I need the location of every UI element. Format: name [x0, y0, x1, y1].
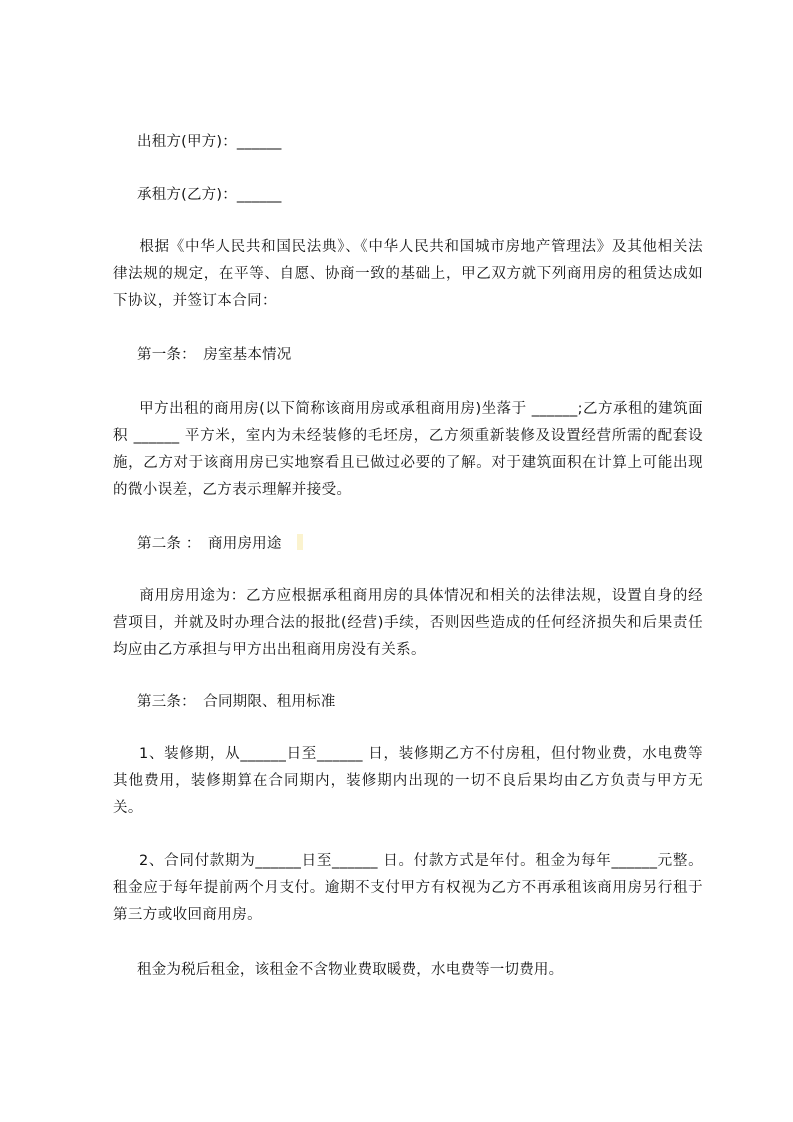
article3-note: 租金为税后租金，该租金不含物业费取暖费，水电费等一切费用。 [137, 962, 564, 978]
article3-item1-paragraph [113, 741, 703, 822]
lessor-line: 出租方(甲方)：______ [137, 134, 282, 150]
article3-item2-text: 2、合同付款期为______日至______ 日。付款方式是年付。租金为每年______元整。租金应于每年提前两个月支付。逾期不支付甲方有权视为乙方不再承租该商用房另行租于第三方或收回商用房。 [113, 853, 703, 923]
article2-paragraph [113, 583, 703, 664]
article2-title: 第二条 ： 商用房用途 [137, 536, 282, 552]
article1-paragraph [113, 396, 703, 504]
article1-title: 第一条： 房室基本情况 [137, 347, 292, 363]
preamble-text: 根据《中华人民共和国民法典》、《中华人民共和国城市房地产管理法》及其他相关法律法规的规定，在平等、自愿、协商一致的基础上，甲乙双方就下列商用房的租赁达成如下协议，并签订本合同： [113, 239, 703, 309]
article3-title: 第三条： 合同期限、租用标准 [137, 694, 336, 710]
preamble-paragraph [113, 234, 703, 315]
article3-item2-paragraph [113, 848, 703, 929]
lessee-line: 承租方(乙方)：______ [137, 187, 282, 203]
article1-text: 甲方出租的商用房(以下简称该商用房或承租商用房)坐落于 ______;乙方承租的建筑面积 ______ 平方米，室内为未经装修的毛坯房，乙方须重新装修及设置经营所需的配套设施，乙方对于该商用房已实地察看且已做过必要的了解。对于建筑面积在计算上可能出现的微小误差，乙方表示理解并接受。 [113, 401, 703, 498]
article3-item1-text: 1、装修期，从______日至______ 日，装修期乙方不付房租，但付物业费，水电费等其他费用，装修期算在合同期内，装修期内出现的一切不良后果均由乙方负责与甲方无关。 [113, 746, 703, 816]
article2-text: 商用房用途为：乙方应根据承租商用房的具体情况和相关的法律法规，设置自身的经营项目，并就及时办理合法的报批(经营)手续，否则因些造成的任何经济损失和后果责任均应由乙方承担与甲方出出租商用房没有关系。 [113, 588, 703, 658]
highlight-mark [297, 534, 303, 550]
